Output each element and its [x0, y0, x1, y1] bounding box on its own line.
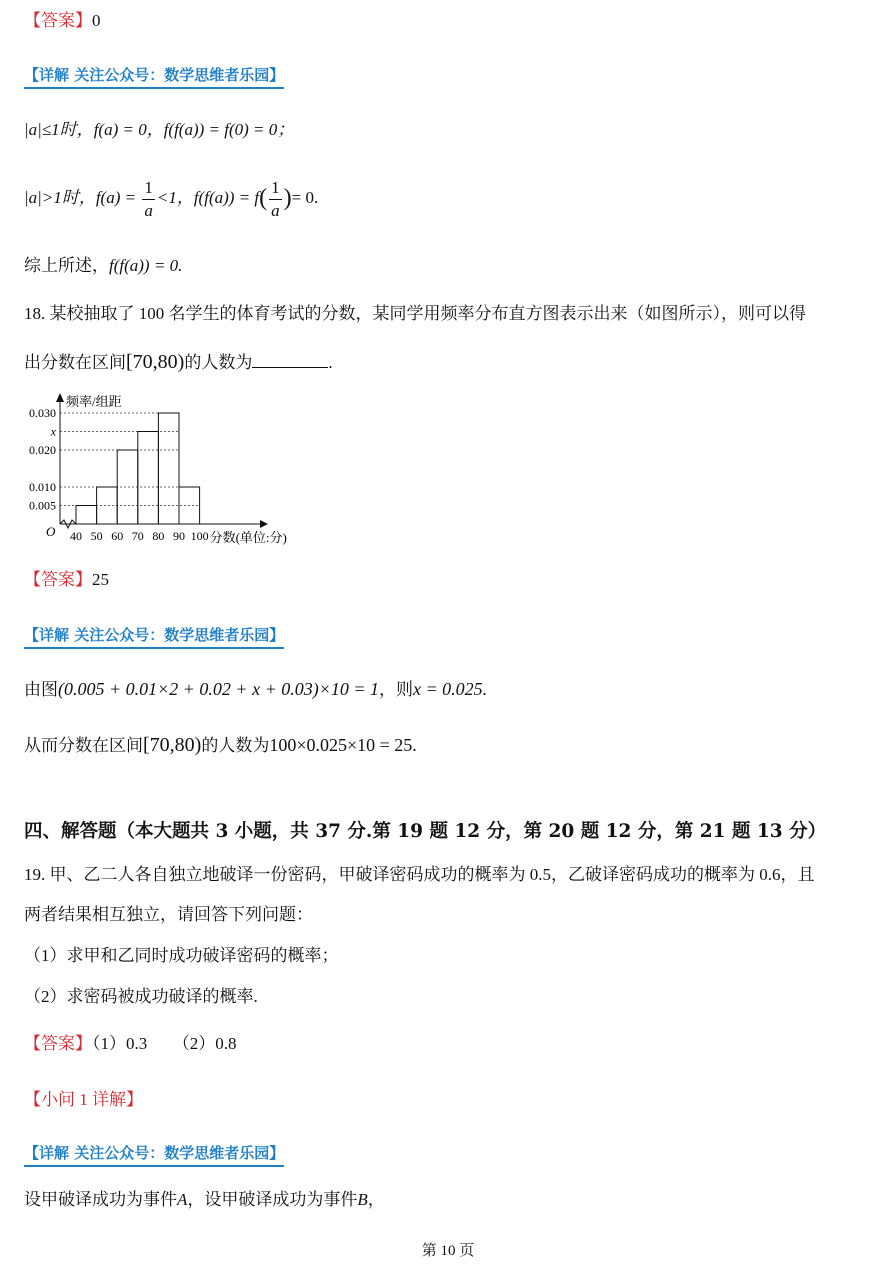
event-b: B	[357, 1190, 368, 1209]
q19-stem-line2: 两者结果相互独立，请回答下列问题：	[24, 905, 313, 924]
q18-solution-line2	[24, 733, 417, 758]
fraction-denominator: a	[144, 200, 153, 220]
y-tick-label: 0.005	[29, 498, 56, 513]
x-tick-label: 60	[111, 529, 124, 543]
solution-equation: (0.005 + 0.01×2 + 0.02 + x + 0.03)×10 = 1	[58, 679, 380, 699]
x-tick-label: 40	[70, 529, 82, 543]
paren-open: (	[259, 185, 268, 211]
histogram-bar	[76, 506, 97, 525]
answer-tag: 【答案】	[24, 11, 92, 30]
stem-interval: [70,80)	[126, 351, 185, 373]
y-tick-label: 0.020	[29, 443, 56, 457]
frequency-histogram	[18, 388, 318, 553]
case2-condition: |a|>1时，	[24, 188, 96, 207]
stem-end: .	[328, 353, 333, 372]
x-tick-label: 50	[90, 529, 103, 543]
event-a: A	[177, 1190, 188, 1209]
solution-interval: [70,80)	[143, 734, 202, 756]
y-tick-label: x	[50, 424, 56, 439]
detail-banner: 【详解 关注公众号：数学思维者乐园】	[24, 624, 284, 649]
case2-fraction-inner	[269, 177, 282, 222]
stem-text: 出分数在区间	[24, 353, 126, 372]
q17-answer	[24, 9, 101, 33]
origin-label: O	[46, 524, 56, 539]
detail-banner: 【详解 关注公众号：数学思维者乐园】	[24, 1142, 284, 1167]
q18-stem-line1: 18. 某校抽取了 100 名学生的体育考试的分数，某同学用频率分布直方图表示出来（如图所示），则可以得	[24, 304, 806, 323]
histogram-bar	[97, 487, 118, 524]
page-number: 第 10 页	[421, 1243, 475, 1259]
case2-expression-c: = 0.	[291, 188, 319, 207]
answer-value: 25	[92, 570, 109, 589]
solution-text-b: ，则	[379, 680, 414, 699]
q18-solution-line1	[24, 677, 487, 702]
answer-blank	[252, 353, 328, 368]
case2-expression-b: <1，f(f(a)) = f	[156, 188, 260, 207]
case2-fraction	[142, 177, 155, 222]
answer-value: （1）0.3 （2）0.8	[92, 1034, 237, 1053]
fraction-numerator: 1	[142, 177, 155, 200]
answer-tag: 【答案】	[24, 1034, 92, 1053]
answer-tag: 【答案】	[24, 570, 92, 589]
solution-count: 100×0.025×10 = 25.	[269, 735, 417, 755]
y-tick-label: 0.030	[29, 406, 56, 420]
case2-expression-a: f(a) =	[95, 188, 137, 207]
q19-part2: （2）求密码被成功破译的概率.	[24, 987, 258, 1006]
q19-part1: （1）求甲和乙同时成功破译密码的概率；	[24, 946, 339, 965]
solution-result: x = 0.025.	[413, 679, 488, 699]
solution-text-b: ，设甲破译成功为事件	[187, 1190, 358, 1209]
solution-text: 设甲破译成功为事件	[24, 1190, 177, 1209]
q19-stem-line1: 19. 甲、乙二人各自独立地破译一份密码，甲破译密码成功的概率为 0.5，乙破译密码成功的概率为 0.6，且	[24, 865, 815, 884]
solution-text: 从而分数在区间	[24, 736, 143, 755]
solution-text-b: 的人数为	[201, 736, 270, 755]
summary-lead: 综上所述，	[24, 256, 109, 275]
answer-value: 0	[92, 11, 101, 30]
x-axis-label: 分数(单位:分)	[209, 530, 287, 545]
q18-answer	[24, 568, 109, 592]
x-tick-label: 80	[152, 529, 165, 543]
detail-banner: 【详解 关注公众号：数学思维者乐园】	[24, 64, 284, 89]
histogram-bar	[158, 413, 179, 524]
histogram-bars	[76, 413, 200, 524]
paren-close: )	[283, 185, 292, 211]
q17-case2	[24, 174, 318, 222]
x-tick-label: 90	[173, 529, 185, 543]
histogram-bar	[138, 432, 159, 525]
fraction-numerator: 1	[269, 177, 282, 200]
q19-answer	[24, 1032, 237, 1056]
fraction-denominator: a	[271, 200, 280, 220]
solution-text: 由图	[24, 680, 58, 699]
summary-expression: f(f(a)) = 0.	[109, 256, 183, 275]
q18-stem-line2	[24, 350, 333, 375]
section-heading: 四、解答题（本大题共 3 小题，共 37 分.第 19 题 12 分，第 20 题 12 分，第 21 题 13 分）	[24, 821, 827, 842]
case1-condition: |a|≤1时，	[24, 120, 94, 139]
y-axis-arrow	[56, 393, 64, 402]
q17-summary	[24, 254, 182, 278]
stem-text-b: 的人数为	[184, 353, 253, 372]
x-axis-arrow	[260, 520, 268, 528]
q19-solution-line1	[24, 1188, 385, 1212]
solution-text-c: ，	[367, 1190, 385, 1209]
case1-expression: f(a) = 0，f(f(a)) = f(0) = 0；	[93, 120, 295, 139]
sub-question-tag: 【小问 1 详解】	[24, 1090, 143, 1109]
y-axis-label: 频率/组距	[66, 394, 122, 409]
x-tick-label: 70	[131, 529, 144, 543]
y-tick-label: 0.010	[29, 480, 56, 494]
x-tick-label: 100	[190, 529, 209, 543]
q17-case1	[24, 118, 294, 142]
